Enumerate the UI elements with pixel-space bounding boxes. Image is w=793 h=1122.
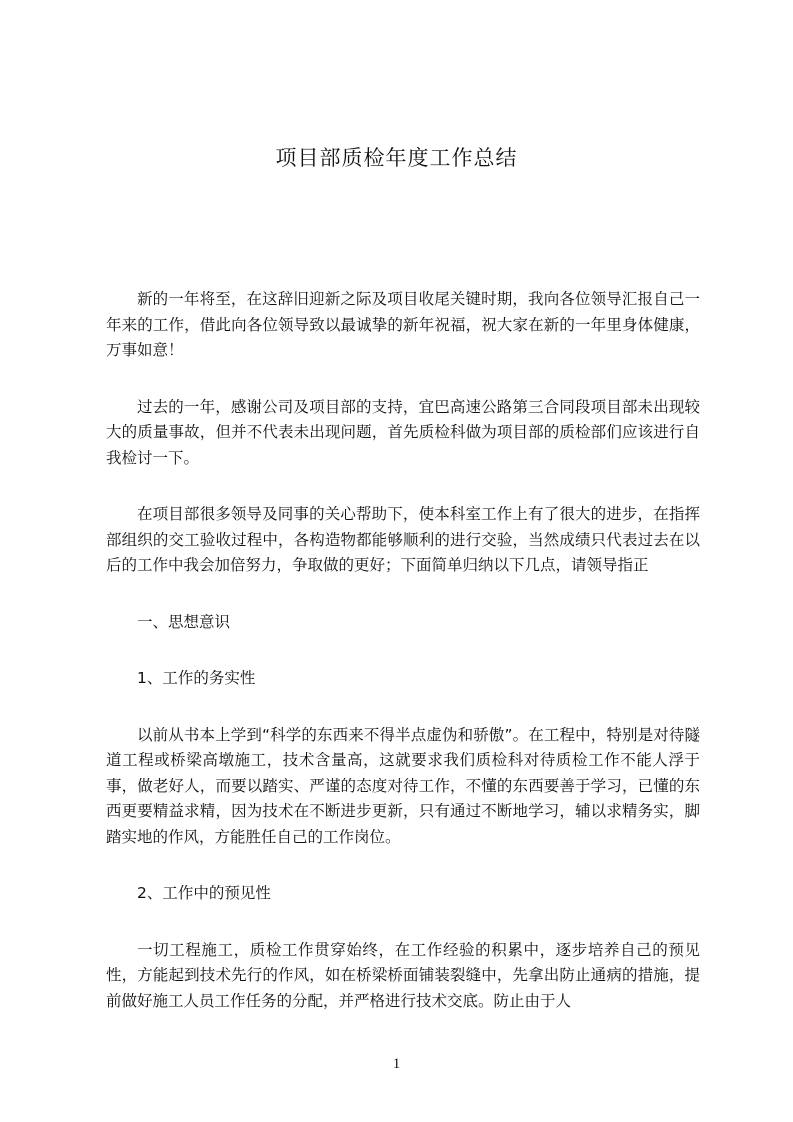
review-paragraph: 过去的一年，感谢公司及项目部的支持，宜巴高速公路第三合同段项目部未出现较大的质量事故，但并不代表未出现问题，首先质检科做为项目部的质检部们应该进行自我检讨一下。 (106, 397, 700, 467)
subsection-heading-2: 2、工作中的预见性 (137, 884, 271, 902)
subsection-text-1: 以前从书本上学到“科学的东西来不得半点虚伪和骄傲”。在工程中，特别是对待隧道工程或桥梁高墩施工，技术含量高，这就要求我们质检科对待质检工作不能人浮于事，做老好人，而要以踏实、严谨的态度对待工作，不懂的东西要善于学习，已懂的东西更要精益求精，因为技术在不断进步更新，只有通过不断地学习，辅以求精务实，脚踏实地的作风，方能胜任自己的工作岗位。 (106, 725, 700, 846)
intro-paragraph: 新的一年将至，在这辞旧迎新之际及项目收尾关键时期，我向各位领导汇报自己一年来的工作，借此向各位领导致以最诚挚的新年祝福，祝大家在新的一年里身体健康，万事如意！ (106, 290, 700, 359)
subsection-text-2: 一切工程施工，质检工作贯穿始终，在工作经验的积累中，逐步培养自己的预见性，方能起到技术先行的作风，如在桥梁桥面铺装裂缝中，先拿出防止通病的措施，提前做好施工人员工作任务的分配，并严格进行技术交底。防止由于人 (106, 940, 700, 1010)
page-number: 1 (392, 1056, 401, 1072)
page-title: 项目部质检年度工作总结 (275, 146, 518, 170)
progress-paragraph: 在项目部很多领导及同事的关心帮助下，使本科室工作上有了很大的进步，在指挥部组织的交工验收过程中，各构造物都能够顺利的进行交验，当然成绩只代表过去在以后的工作中我会加倍努力，争取做的更好；下面简单归纳以下几点，请领导指正 (106, 505, 700, 574)
subsection-heading-1: 1、工作的务实性 (137, 669, 256, 687)
document-body (106, 287, 700, 1045)
section-heading: 一、思想意识 (137, 612, 231, 631)
